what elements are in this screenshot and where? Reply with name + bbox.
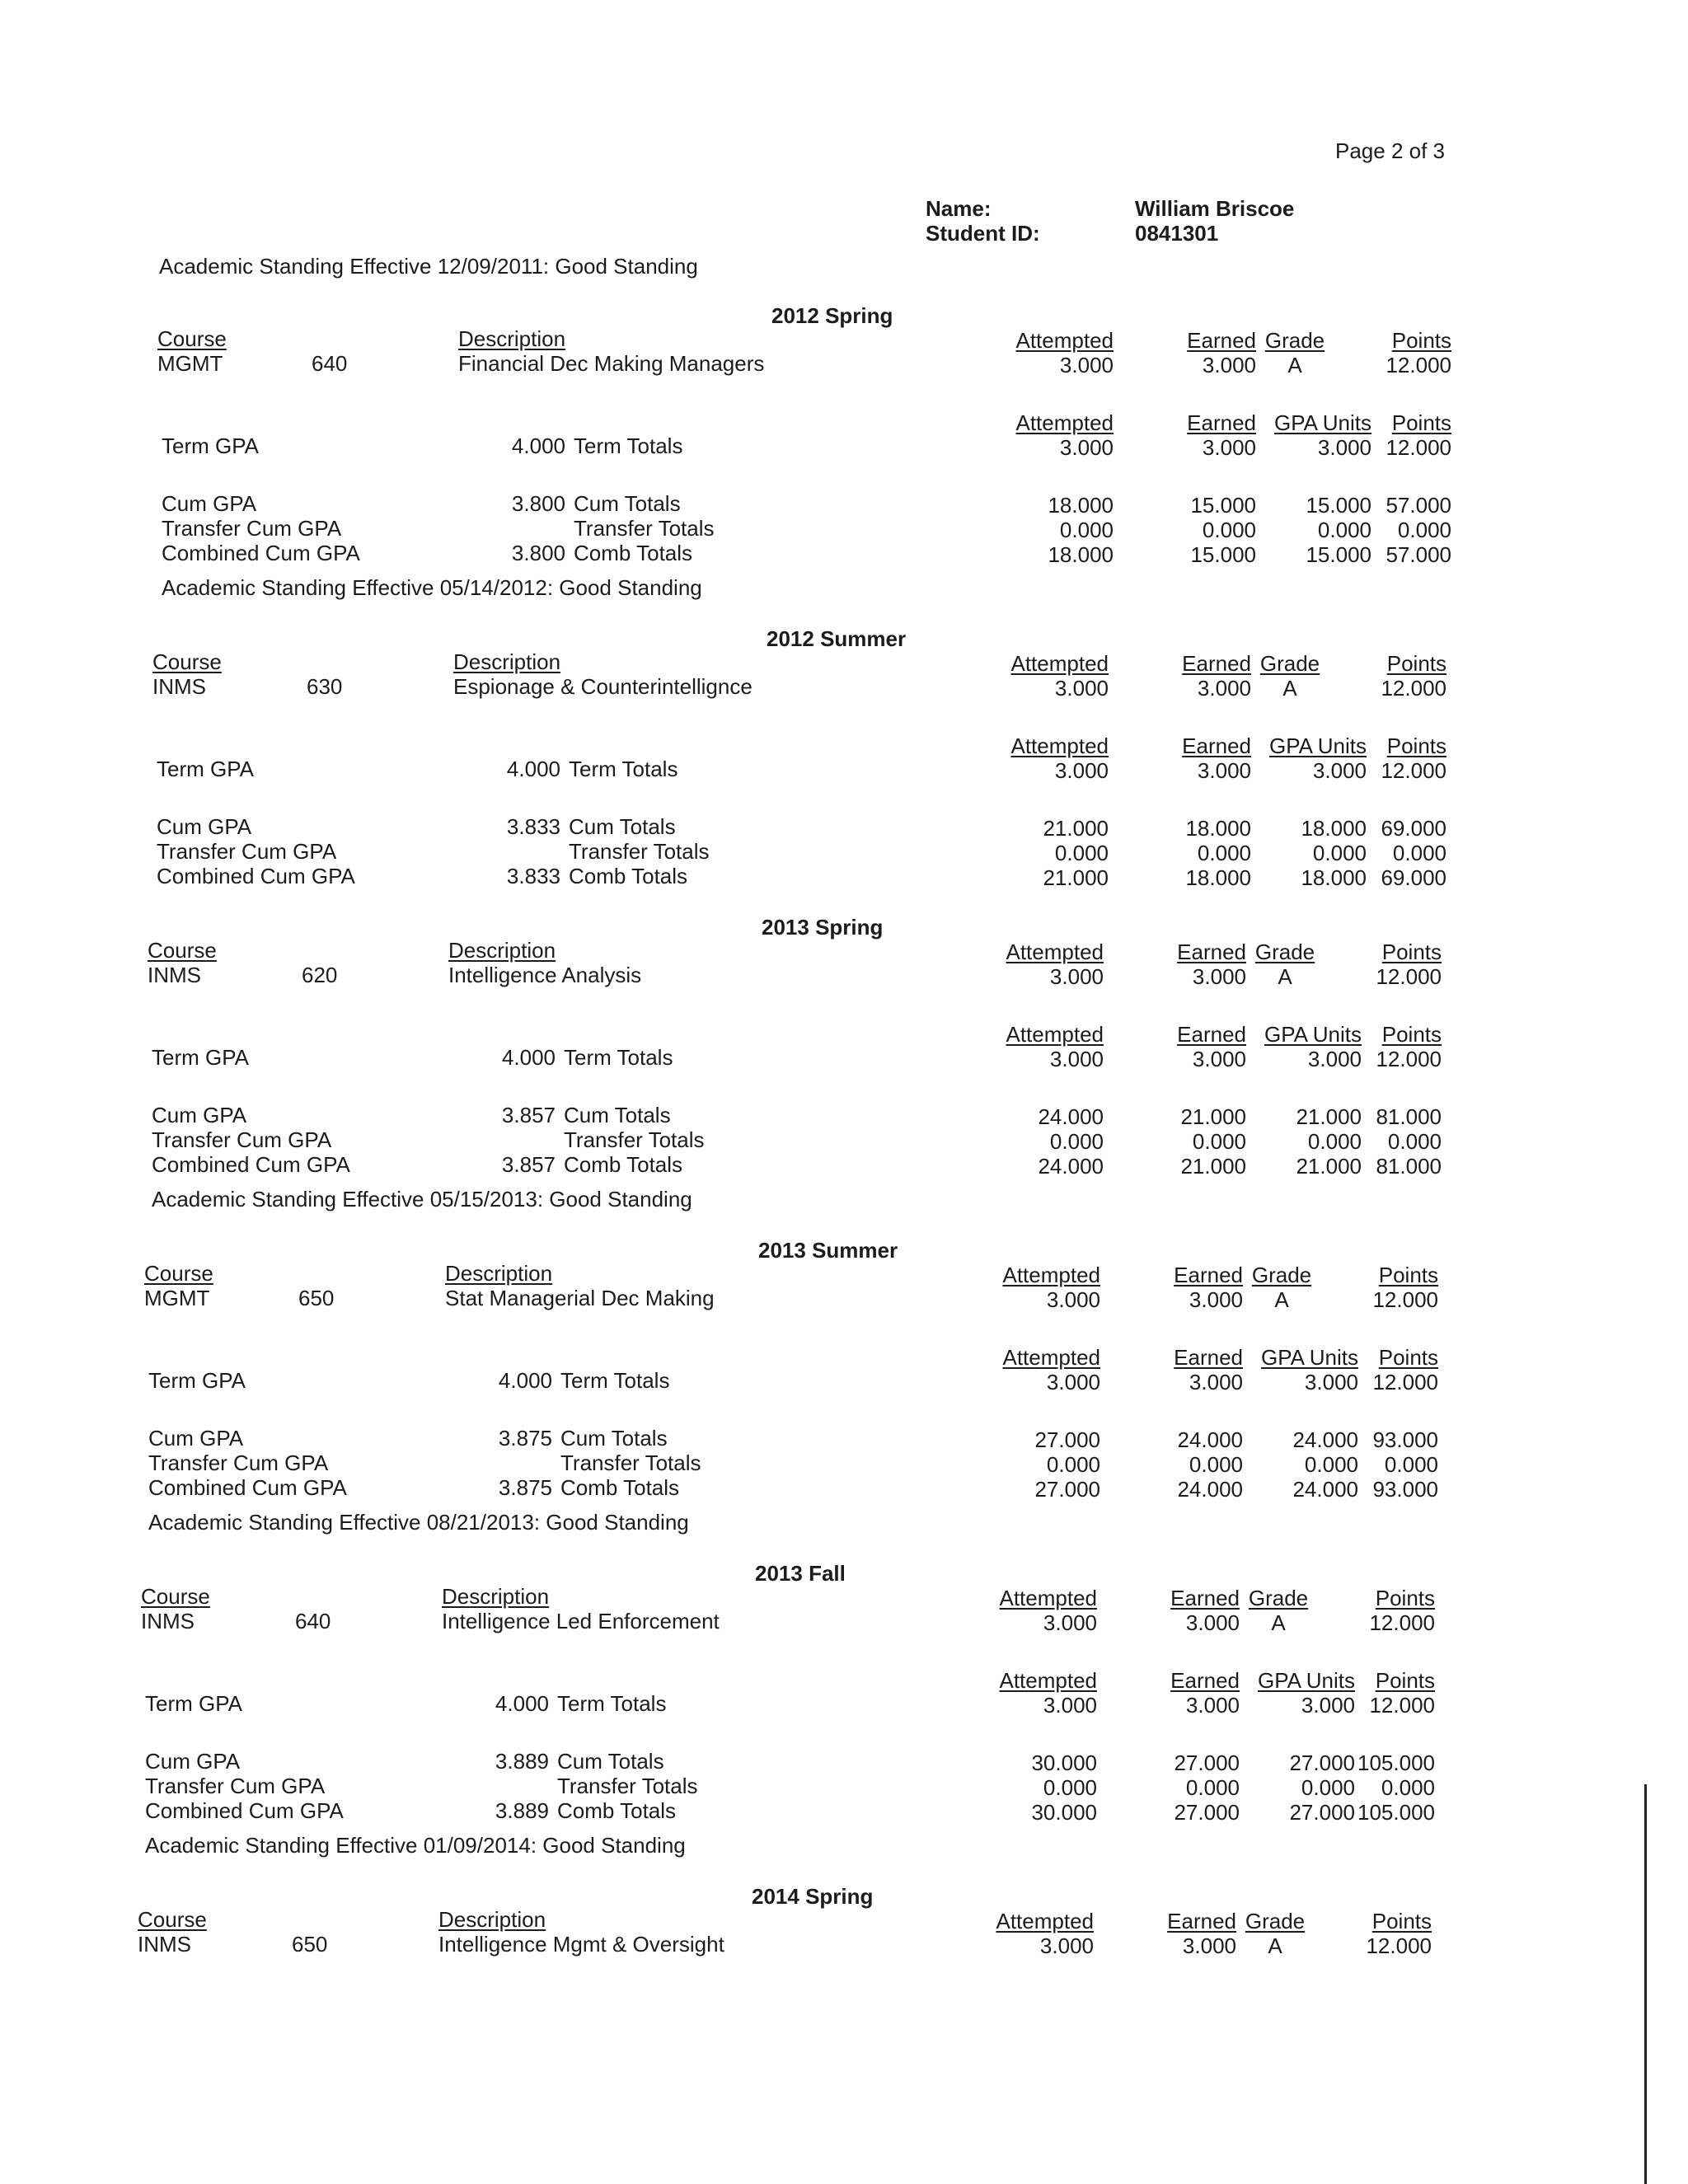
- term-gpa-value: 4.000: [506, 757, 560, 781]
- comb-earned: 27.000: [1174, 1800, 1240, 1825]
- transfer-attempted: 0.000: [1046, 1452, 1100, 1477]
- term-gpa-value: 4.000: [498, 1368, 552, 1393]
- term-totals-label: Term Totals: [564, 1045, 673, 1070]
- course-header: Course: [157, 326, 227, 351]
- term-totals-label: Term Totals: [569, 757, 678, 781]
- course-earned: 3.000: [1182, 1933, 1236, 1958]
- academic-standing: Academic Standing Effective 05/15/2013: Good Standing: [152, 1187, 692, 1212]
- student-id-value: 0841301: [1135, 221, 1219, 246]
- comb-earned: 18.000: [1185, 865, 1251, 890]
- combined-cum-gpa-label: Combined Cum GPA: [152, 1152, 350, 1177]
- cum-attempted: 18.000: [1048, 493, 1114, 518]
- earned-header: Earned: [1174, 1263, 1243, 1287]
- comb-gpa-units: 21.000: [1296, 1154, 1362, 1179]
- comb-totals-label: Comb Totals: [557, 1798, 677, 1823]
- combined-cum-gpa-label: Combined Cum GPA: [148, 1475, 347, 1500]
- term-title: 2014 Spring: [752, 1884, 874, 1909]
- scan-edge-line: [1644, 1784, 1647, 2184]
- course-grade: A: [1287, 353, 1302, 377]
- cum-earned: 21.000: [1180, 1104, 1246, 1129]
- term-attempted: 3.000: [1059, 435, 1114, 460]
- transfer-points: 0.000: [1392, 841, 1447, 865]
- earned-header: Earned: [1170, 1586, 1240, 1610]
- attempted-header: Attempted: [1010, 733, 1109, 758]
- academic-standing: Academic Standing Effective 12/09/2011: Good Standing: [159, 254, 698, 279]
- transfer-gpa-units: 0.000: [1312, 841, 1367, 865]
- combined-cum-gpa-label: Combined Cum GPA: [162, 541, 360, 565]
- points-header: Points: [1372, 1909, 1432, 1933]
- cum-gpa-value: 3.833: [506, 814, 560, 839]
- cum-earned: 18.000: [1185, 816, 1251, 841]
- cum-points: 105.000: [1357, 1750, 1435, 1775]
- term-totals-label: Term Totals: [557, 1691, 667, 1716]
- attempted-header: Attempted: [1010, 651, 1109, 676]
- term-gpa-units: 3.000: [1304, 1370, 1358, 1394]
- description-header: Description: [442, 1584, 550, 1609]
- cum-gpa-label: Cum GPA: [152, 1103, 247, 1127]
- earned-header: Earned: [1182, 733, 1251, 758]
- earned-header: Earned: [1177, 1022, 1246, 1047]
- earned-header: Earned: [1170, 1668, 1240, 1693]
- course-earned: 3.000: [1189, 1287, 1243, 1312]
- term-earned: 3.000: [1192, 1047, 1246, 1071]
- academic-standing: Academic Standing Effective 05/14/2012: Good Standing: [162, 575, 702, 600]
- term-points: 12.000: [1386, 435, 1451, 460]
- term-points: 12.000: [1369, 1693, 1435, 1718]
- cum-totals-label: Cum Totals: [574, 491, 681, 516]
- course-grade: A: [1278, 964, 1292, 989]
- term-title: 2012 Spring: [771, 303, 893, 328]
- term-title: 2013 Summer: [758, 1238, 898, 1263]
- cum-earned: 15.000: [1190, 493, 1256, 518]
- page-number: Page 2 of 3: [1335, 138, 1445, 163]
- course-number: 640: [312, 351, 348, 376]
- cum-gpa-units: 27.000: [1289, 1750, 1355, 1775]
- grade-header: Grade: [1254, 940, 1315, 964]
- gpa-units-header: GPA Units: [1273, 410, 1372, 435]
- course-header: Course: [148, 938, 217, 963]
- attempted-header: Attempted: [1015, 410, 1114, 435]
- points-header: Points: [1375, 1668, 1435, 1693]
- gpa-units-header: GPA Units: [1257, 1668, 1355, 1693]
- term-attempted: 3.000: [1043, 1693, 1097, 1718]
- cum-attempted: 30.000: [1031, 1750, 1097, 1775]
- earned-header: Earned: [1182, 651, 1251, 676]
- comb-totals-label: Comb Totals: [560, 1475, 680, 1500]
- points-header: Points: [1381, 940, 1442, 964]
- transfer-attempted: 0.000: [1054, 841, 1109, 865]
- transfer-cum-gpa-label: Transfer Cum GPA: [152, 1127, 332, 1152]
- gpa-units-header: GPA Units: [1260, 1345, 1358, 1370]
- attempted-header: Attempted: [999, 1586, 1097, 1610]
- term-title: 2013 Spring: [762, 915, 884, 940]
- comb-points: 57.000: [1386, 542, 1451, 567]
- course-number: 640: [295, 1609, 331, 1633]
- course-earned: 3.000: [1185, 1610, 1240, 1635]
- transfer-attempted: 0.000: [1059, 518, 1114, 542]
- gpa-units-header: GPA Units: [1268, 733, 1367, 758]
- transfer-earned: 0.000: [1189, 1452, 1243, 1477]
- cum-totals-label: Cum Totals: [569, 814, 676, 839]
- transfer-gpa-units: 0.000: [1317, 518, 1372, 542]
- combined-cum-gpa-label: Combined Cum GPA: [157, 864, 355, 888]
- course-header: Course: [144, 1261, 213, 1286]
- combined-cum-gpa-label: Combined Cum GPA: [145, 1798, 344, 1823]
- earned-header: Earned: [1174, 1345, 1243, 1370]
- course-number: 620: [302, 963, 338, 987]
- comb-earned: 24.000: [1177, 1477, 1243, 1502]
- course-subject: MGMT: [144, 1286, 210, 1310]
- course-points: 12.000: [1372, 1287, 1438, 1312]
- points-header: Points: [1378, 1263, 1438, 1287]
- course-attempted: 3.000: [1039, 1933, 1094, 1958]
- student-id-label: Student ID:: [926, 221, 1040, 246]
- points-header: Points: [1391, 328, 1451, 353]
- cum-points: 81.000: [1376, 1104, 1442, 1129]
- comb-points: 105.000: [1357, 1800, 1435, 1825]
- transfer-totals-label: Transfer Totals: [564, 1127, 705, 1152]
- grade-header: Grade: [1259, 651, 1320, 676]
- earned-header: Earned: [1177, 940, 1246, 964]
- cum-attempted: 21.000: [1043, 816, 1109, 841]
- term-attempted: 3.000: [1054, 758, 1109, 783]
- cum-gpa-value: 3.800: [511, 491, 565, 516]
- attempted-header: Attempted: [1006, 1022, 1104, 1047]
- term-title: 2012 Summer: [767, 626, 907, 651]
- course-number: 650: [292, 1932, 328, 1957]
- academic-standing: Academic Standing Effective 08/21/2013: Good Standing: [148, 1510, 689, 1535]
- course-description: Espionage & Counterintellignce: [453, 674, 753, 699]
- cum-points: 93.000: [1372, 1427, 1438, 1452]
- course-earned: 3.000: [1202, 353, 1256, 377]
- attempted-header: Attempted: [999, 1668, 1097, 1693]
- attempted-header: Attempted: [1002, 1345, 1100, 1370]
- term-totals-label: Term Totals: [560, 1368, 670, 1393]
- points-header: Points: [1381, 1022, 1442, 1047]
- grade-header: Grade: [1245, 1909, 1306, 1933]
- transfer-totals-label: Transfer Totals: [574, 516, 715, 541]
- earned-header: Earned: [1187, 410, 1256, 435]
- transfer-points: 0.000: [1384, 1452, 1438, 1477]
- course-subject: INMS: [152, 674, 206, 699]
- transfer-cum-gpa-label: Transfer Cum GPA: [148, 1451, 329, 1475]
- cum-gpa-label: Cum GPA: [162, 491, 257, 516]
- course-attempted: 3.000: [1043, 1610, 1097, 1635]
- course-description: Intelligence Mgmt & Oversight: [438, 1932, 724, 1957]
- cum-totals-label: Cum Totals: [564, 1103, 671, 1127]
- course-number: 630: [307, 674, 343, 699]
- transfer-attempted: 0.000: [1049, 1129, 1104, 1154]
- comb-attempted: 24.000: [1038, 1154, 1104, 1179]
- term-gpa-units: 3.000: [1317, 435, 1372, 460]
- academic-standing: Academic Standing Effective 01/09/2014: Good Standing: [145, 1833, 686, 1858]
- comb-gpa-units: 24.000: [1292, 1477, 1358, 1502]
- earned-header: Earned: [1187, 328, 1256, 353]
- course-header: Course: [138, 1907, 207, 1932]
- points-header: Points: [1391, 410, 1451, 435]
- comb-points: 81.000: [1376, 1154, 1442, 1179]
- cum-gpa-units: 18.000: [1301, 816, 1367, 841]
- cum-attempted: 24.000: [1038, 1104, 1104, 1129]
- transfer-totals-label: Transfer Totals: [569, 839, 710, 864]
- term-points: 12.000: [1376, 1047, 1442, 1071]
- course-grade: A: [1268, 1933, 1282, 1958]
- cum-gpa-units: 15.000: [1306, 493, 1372, 518]
- transfer-cum-gpa-label: Transfer Cum GPA: [162, 516, 342, 541]
- earned-header: Earned: [1167, 1909, 1236, 1933]
- term-earned: 3.000: [1202, 435, 1256, 460]
- comb-totals-label: Comb Totals: [569, 864, 688, 888]
- transfer-totals-label: Transfer Totals: [557, 1774, 698, 1798]
- term-gpa-units: 3.000: [1301, 1693, 1355, 1718]
- cum-gpa-label: Cum GPA: [148, 1426, 244, 1451]
- transfer-points: 0.000: [1381, 1775, 1435, 1800]
- transfer-gpa-units: 0.000: [1307, 1129, 1362, 1154]
- cum-gpa-label: Cum GPA: [157, 814, 252, 839]
- transfer-attempted: 0.000: [1043, 1775, 1097, 1800]
- transfer-earned: 0.000: [1202, 518, 1256, 542]
- course-grade: A: [1274, 1287, 1289, 1312]
- grade-header: Grade: [1248, 1586, 1309, 1610]
- term-points: 12.000: [1372, 1370, 1438, 1394]
- transfer-earned: 0.000: [1197, 841, 1251, 865]
- course-number: 650: [298, 1286, 335, 1310]
- comb-gpa-units: 27.000: [1289, 1800, 1355, 1825]
- term-attempted: 3.000: [1049, 1047, 1104, 1071]
- course-description: Intelligence Analysis: [448, 963, 642, 987]
- term-earned: 3.000: [1197, 758, 1251, 783]
- transfer-points: 0.000: [1387, 1129, 1442, 1154]
- description-header: Description: [438, 1907, 546, 1932]
- attempted-header: Attempted: [996, 1909, 1094, 1933]
- combined-gpa-value: 3.857: [501, 1152, 556, 1177]
- course-description: Intelligence Led Enforcement: [442, 1609, 720, 1633]
- cum-earned: 24.000: [1177, 1427, 1243, 1452]
- comb-earned: 15.000: [1190, 542, 1256, 567]
- cum-gpa-value: 3.857: [501, 1103, 556, 1127]
- comb-gpa-units: 15.000: [1306, 542, 1372, 567]
- comb-points: 69.000: [1381, 865, 1447, 890]
- course-earned: 3.000: [1197, 676, 1251, 701]
- course-attempted: 3.000: [1054, 676, 1109, 701]
- description-header: Description: [458, 326, 566, 351]
- cum-points: 57.000: [1386, 493, 1451, 518]
- grade-header: Grade: [1251, 1263, 1312, 1287]
- comb-attempted: 27.000: [1034, 1477, 1100, 1502]
- course-subject: INMS: [148, 963, 201, 987]
- comb-attempted: 21.000: [1043, 865, 1109, 890]
- cum-gpa-value: 3.889: [495, 1749, 549, 1774]
- term-gpa-label: Term GPA: [162, 434, 259, 458]
- comb-attempted: 30.000: [1031, 1800, 1097, 1825]
- cum-gpa-label: Cum GPA: [145, 1749, 241, 1774]
- course-attempted: 3.000: [1046, 1287, 1100, 1312]
- course-points: 12.000: [1366, 1933, 1432, 1958]
- course-attempted: 3.000: [1049, 964, 1104, 989]
- points-header: Points: [1378, 1345, 1438, 1370]
- cum-attempted: 27.000: [1034, 1427, 1100, 1452]
- course-description: Financial Dec Making Managers: [458, 351, 765, 376]
- term-gpa-value: 4.000: [501, 1045, 556, 1070]
- transfer-gpa-units: 0.000: [1304, 1452, 1358, 1477]
- term-earned: 3.000: [1189, 1370, 1243, 1394]
- combined-gpa-value: 3.889: [495, 1798, 549, 1823]
- comb-points: 93.000: [1372, 1477, 1438, 1502]
- term-title: 2013 Fall: [755, 1561, 846, 1586]
- transfer-earned: 0.000: [1192, 1129, 1246, 1154]
- comb-gpa-units: 18.000: [1301, 865, 1367, 890]
- course-grade: A: [1271, 1610, 1286, 1635]
- course-subject: INMS: [138, 1932, 191, 1957]
- cum-earned: 27.000: [1174, 1750, 1240, 1775]
- attempted-header: Attempted: [1002, 1263, 1100, 1287]
- comb-attempted: 18.000: [1048, 542, 1114, 567]
- points-header: Points: [1375, 1586, 1435, 1610]
- course-points: 12.000: [1369, 1610, 1435, 1635]
- term-gpa-label: Term GPA: [145, 1691, 242, 1716]
- course-attempted: 3.000: [1059, 353, 1114, 377]
- term-gpa-value: 4.000: [511, 434, 565, 458]
- description-header: Description: [453, 649, 561, 674]
- course-earned: 3.000: [1192, 964, 1246, 989]
- comb-totals-label: Comb Totals: [574, 541, 693, 565]
- term-points: 12.000: [1381, 758, 1447, 783]
- term-attempted: 3.000: [1046, 1370, 1100, 1394]
- term-totals-label: Term Totals: [574, 434, 683, 458]
- comb-totals-label: Comb Totals: [564, 1152, 683, 1177]
- combined-gpa-value: 3.800: [511, 541, 565, 565]
- points-header: Points: [1386, 651, 1447, 676]
- course-points: 12.000: [1376, 964, 1442, 989]
- points-header: Points: [1386, 733, 1447, 758]
- transfer-cum-gpa-label: Transfer Cum GPA: [157, 839, 337, 864]
- attempted-header: Attempted: [1015, 328, 1114, 353]
- transfer-cum-gpa-label: Transfer Cum GPA: [145, 1774, 326, 1798]
- term-gpa-value: 4.000: [495, 1691, 549, 1716]
- transfer-gpa-units: 0.000: [1301, 1775, 1355, 1800]
- transfer-earned: 0.000: [1185, 1775, 1240, 1800]
- transfer-totals-label: Transfer Totals: [560, 1451, 701, 1475]
- cum-totals-label: Cum Totals: [557, 1749, 664, 1774]
- term-gpa-units: 3.000: [1312, 758, 1367, 783]
- transfer-points: 0.000: [1397, 518, 1451, 542]
- term-gpa-units: 3.000: [1307, 1047, 1362, 1071]
- term-earned: 3.000: [1185, 1693, 1240, 1718]
- course-grade: A: [1282, 676, 1297, 701]
- cum-points: 69.000: [1381, 816, 1447, 841]
- term-gpa-label: Term GPA: [152, 1045, 249, 1070]
- cum-totals-label: Cum Totals: [560, 1426, 668, 1451]
- cum-gpa-units: 24.000: [1292, 1427, 1358, 1452]
- course-subject: MGMT: [157, 351, 223, 376]
- attempted-header: Attempted: [1006, 940, 1104, 964]
- cum-gpa-value: 3.875: [498, 1426, 552, 1451]
- cum-gpa-units: 21.000: [1296, 1104, 1362, 1129]
- course-header: Course: [152, 649, 222, 674]
- course-subject: INMS: [141, 1609, 195, 1633]
- course-description: Stat Managerial Dec Making: [445, 1286, 715, 1310]
- term-gpa-label: Term GPA: [157, 757, 254, 781]
- grade-header: Grade: [1264, 328, 1325, 353]
- description-header: Description: [448, 938, 556, 963]
- gpa-units-header: GPA Units: [1264, 1022, 1362, 1047]
- name-label: Name:: [926, 196, 992, 221]
- course-header: Course: [141, 1584, 210, 1609]
- course-points: 12.000: [1386, 353, 1451, 377]
- term-gpa-label: Term GPA: [148, 1368, 246, 1393]
- combined-gpa-value: 3.833: [506, 864, 560, 888]
- course-points: 12.000: [1381, 676, 1447, 701]
- description-header: Description: [445, 1261, 553, 1286]
- combined-gpa-value: 3.875: [498, 1475, 552, 1500]
- student-name: William Briscoe: [1135, 196, 1295, 221]
- comb-earned: 21.000: [1180, 1154, 1246, 1179]
